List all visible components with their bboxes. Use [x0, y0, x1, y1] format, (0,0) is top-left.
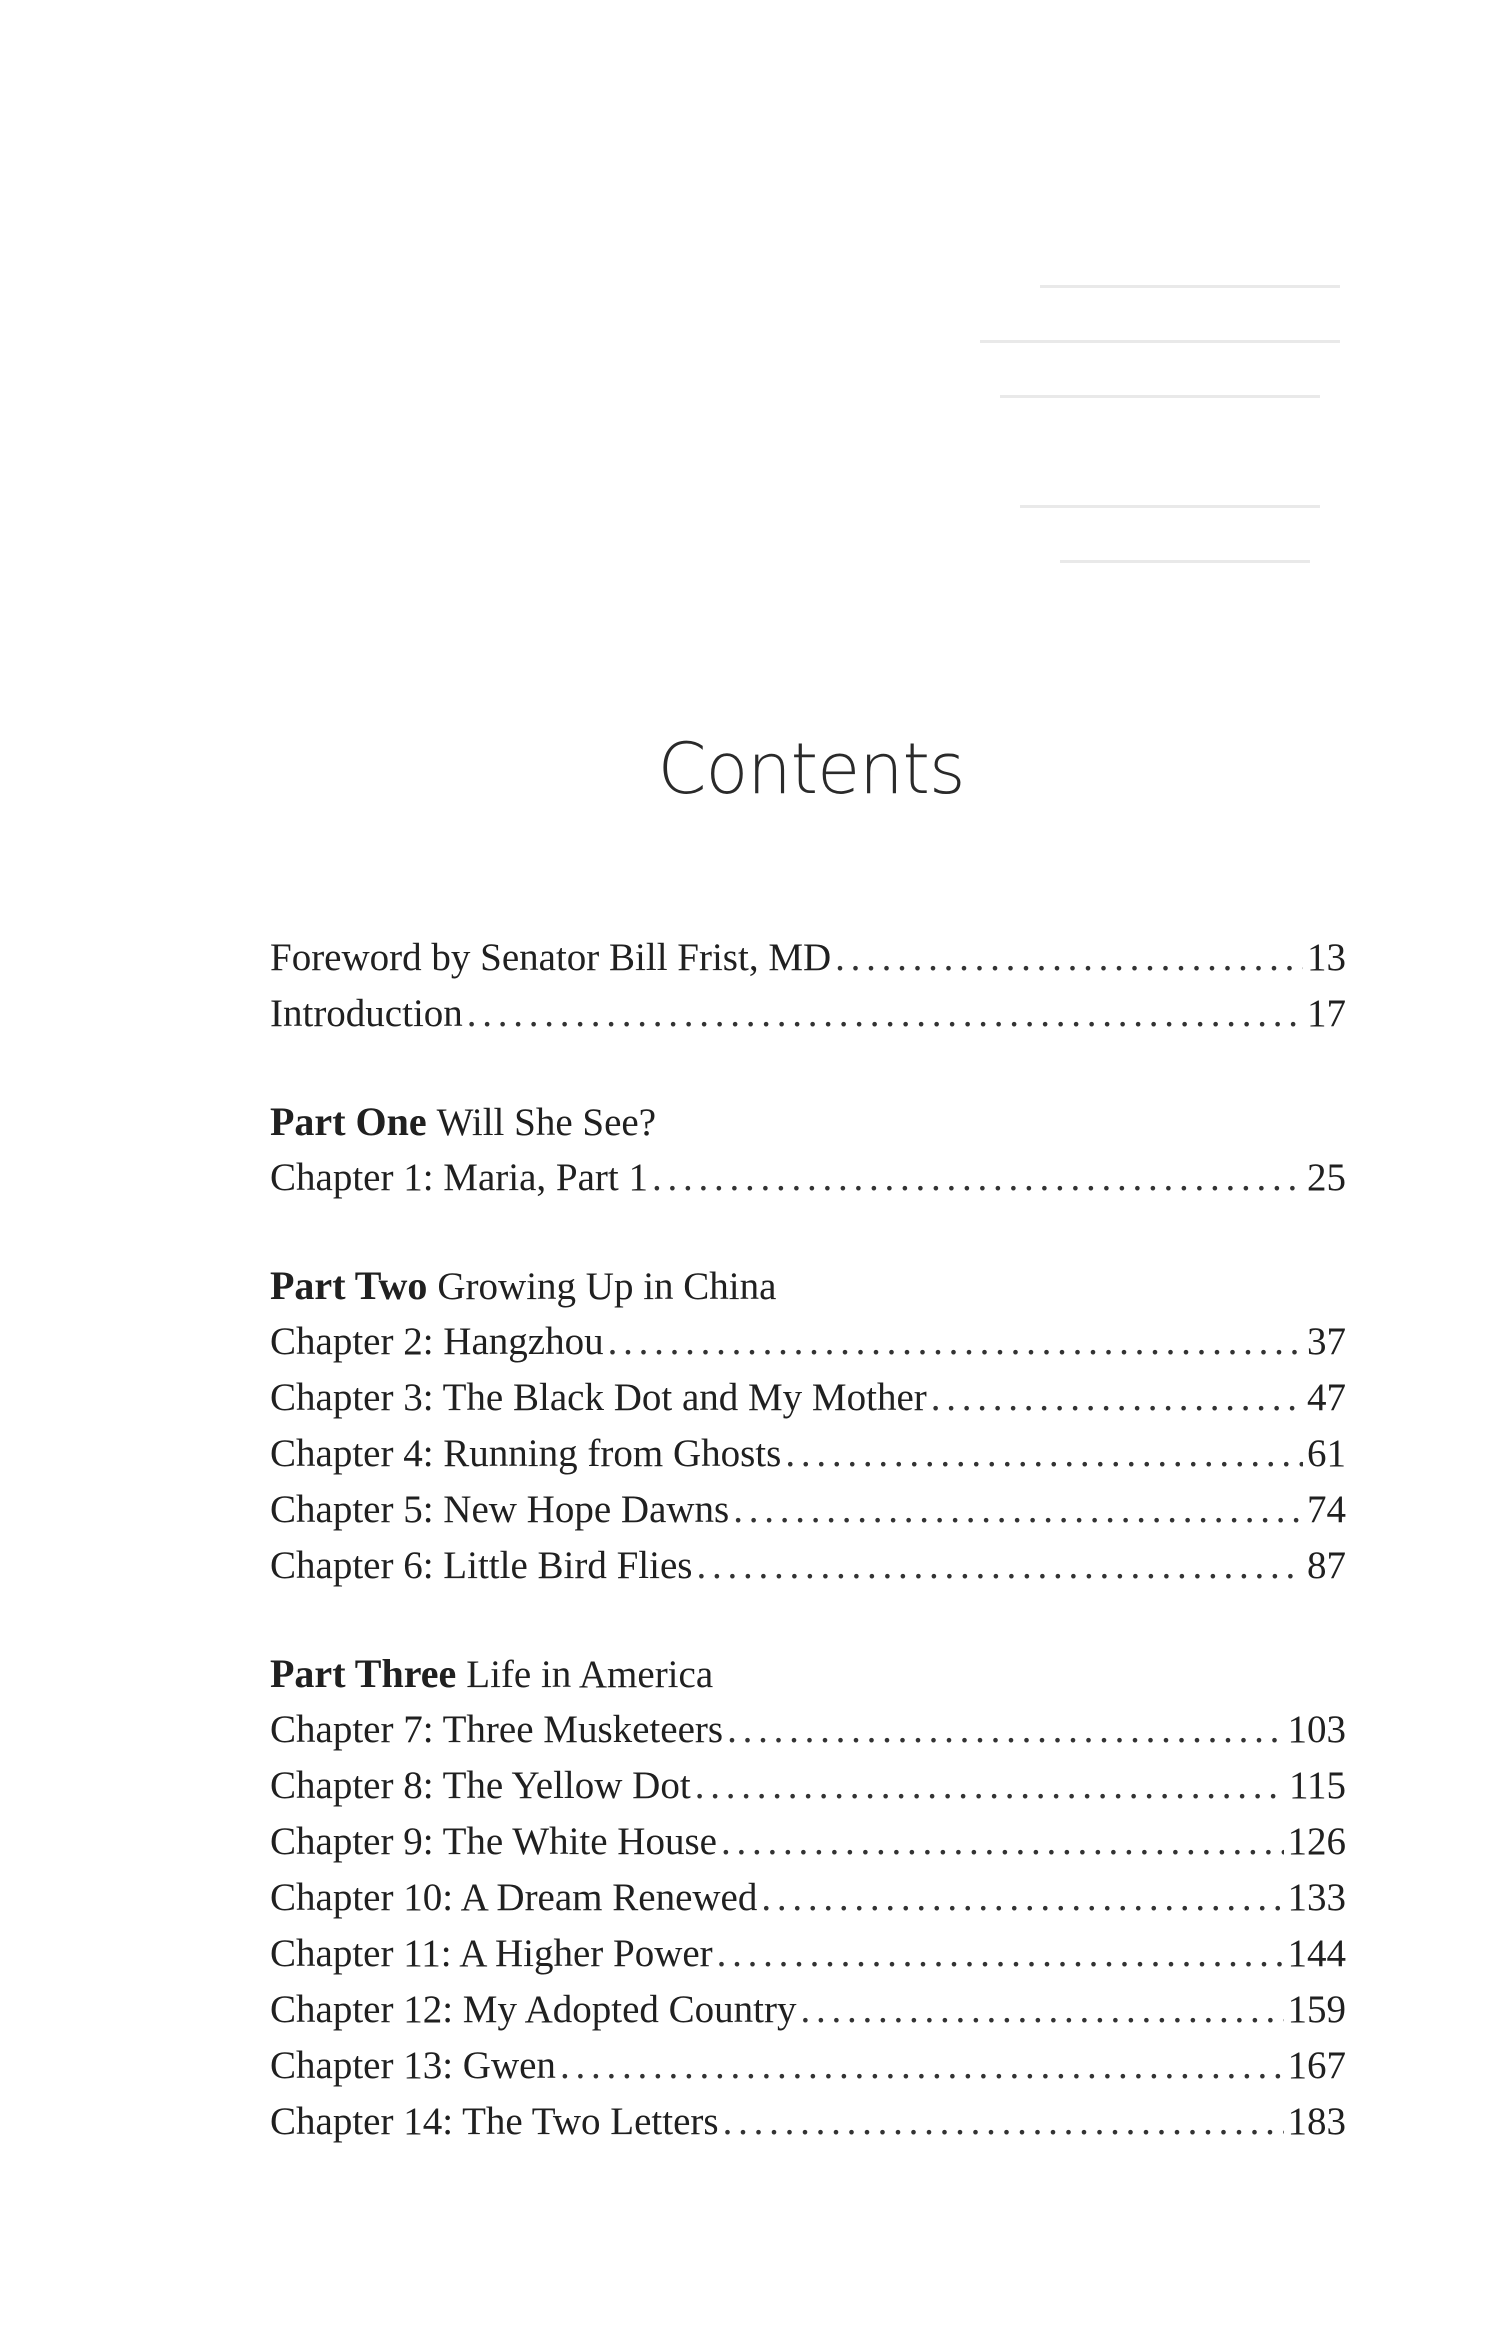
toc-entry-page-number: 183: [1287, 2100, 1346, 2143]
toc-entry-label: Chapter 2: Hangzhou: [270, 1320, 604, 1363]
part-name: Part Two: [270, 1263, 428, 1308]
part-title: Growing Up in China: [437, 1265, 777, 1308]
toc-entry-page-number: 144: [1287, 1932, 1346, 1975]
toc-entry-label: Chapter 11: A Higher Power: [270, 1932, 713, 1975]
toc-entry-part3-ch-5: [270, 1926, 1346, 1982]
bleed-through-mark: [1020, 505, 1320, 508]
toc-entry-label: Chapter 10: A Dream Renewed: [270, 1876, 758, 1919]
toc-entry-page-number: 17: [1307, 992, 1346, 1035]
toc-entry-part1-ch-1: [270, 1150, 1346, 1206]
part-name: Part Three: [270, 1651, 457, 1696]
toc-entry-page-number: 74: [1307, 1488, 1346, 1531]
toc-entry-part2-ch-2: [270, 1370, 1346, 1426]
toc-entry-front-2: [270, 986, 1346, 1042]
toc-entry-page-number: 126: [1287, 1820, 1346, 1863]
table-of-contents: [270, 930, 1346, 2150]
toc-entry-part2-ch-5: [270, 1538, 1346, 1594]
bleed-through-mark: [1060, 560, 1310, 563]
toc-entry-label: Chapter 9: The White House: [270, 1820, 717, 1863]
toc-entry-label: Chapter 14: The Two Letters: [270, 2100, 719, 2143]
dot-leader: [785, 1426, 1303, 1482]
parts-list: [270, 1094, 1346, 2150]
page-title: Contents: [657, 728, 965, 810]
front-matter-list: [270, 930, 1346, 1042]
toc-entry-part3-ch-4: [270, 1870, 1346, 1926]
toc-entry-label: Chapter 5: New Hope Dawns: [270, 1488, 730, 1531]
toc-entry-label: Chapter 12: My Adopted Country: [270, 1988, 797, 2031]
dot-leader: [723, 2094, 1284, 2150]
part-section-1: [270, 1094, 1346, 1206]
toc-entry-page-number: 159: [1287, 1988, 1346, 2031]
toc-entry-part3-ch-7: [270, 2038, 1346, 2094]
bleed-through-mark: [1000, 395, 1320, 398]
part-title: Life in America: [466, 1653, 714, 1696]
part-heading: [270, 1094, 1346, 1150]
dot-leader: [608, 1314, 1303, 1370]
dot-leader: [560, 2038, 1284, 2094]
toc-entry-page-number: 133: [1287, 1876, 1346, 1919]
toc-entry-label: Chapter 3: The Black Dot and My Mother: [270, 1376, 927, 1419]
dot-leader: [695, 1758, 1285, 1814]
dot-leader: [696, 1538, 1303, 1594]
dot-leader: [717, 1926, 1284, 1982]
dot-leader: [800, 1982, 1283, 2038]
toc-entry-part2-ch-4: [270, 1482, 1346, 1538]
toc-entry-label: Chapter 4: Running from Ghosts: [270, 1432, 782, 1475]
toc-entry-page-number: 115: [1288, 1764, 1346, 1807]
dot-leader: [733, 1482, 1303, 1538]
toc-entry-part3-ch-2: [270, 1758, 1346, 1814]
bleed-through-mark: [1040, 285, 1340, 288]
toc-entry-page-number: 25: [1307, 1156, 1346, 1199]
toc-entry-front-1: [270, 930, 1346, 986]
toc-entry-part3-ch-3: [270, 1814, 1346, 1870]
toc-entry-page-number: 61: [1307, 1432, 1346, 1475]
part-heading: [270, 1258, 1346, 1314]
part-name: Part One: [270, 1099, 427, 1144]
toc-entry-label: Chapter 6: Little Bird Flies: [270, 1544, 693, 1587]
toc-entry-label: Chapter 1: Maria, Part 1: [270, 1156, 648, 1199]
toc-entry-label: Chapter 13: Gwen: [270, 2044, 556, 2087]
dot-leader: [931, 1370, 1303, 1426]
toc-entry-label: Introduction: [270, 992, 463, 1035]
dot-leader: [721, 1814, 1284, 1870]
toc-entry-page-number: 87: [1307, 1544, 1346, 1587]
toc-entry-label: Chapter 7: Three Musketeers: [270, 1708, 724, 1751]
dot-leader: [652, 1150, 1303, 1206]
toc-entry-page-number: 13: [1307, 936, 1346, 979]
toc-entry-part2-ch-3: [270, 1426, 1346, 1482]
toc-entry-label: Chapter 8: The Yellow Dot: [270, 1764, 691, 1807]
part-heading: [270, 1646, 1346, 1702]
part-title: Will She See?: [436, 1101, 656, 1144]
toc-entry-page-number: 47: [1307, 1376, 1346, 1419]
toc-entry-page-number: 103: [1287, 1708, 1346, 1751]
bleed-through-mark: [980, 340, 1340, 343]
toc-entry-part2-ch-1: [270, 1314, 1346, 1370]
dot-leader: [835, 930, 1303, 986]
toc-entry-part3-ch-8: [270, 2094, 1346, 2150]
dot-leader: [727, 1702, 1283, 1758]
part-section-2: [270, 1258, 1346, 1594]
part-section-3: [270, 1646, 1346, 2150]
dot-leader: [761, 1870, 1283, 1926]
toc-entry-part3-ch-6: [270, 1982, 1346, 2038]
toc-entry-part3-ch-1: [270, 1702, 1346, 1758]
toc-entry-page-number: 37: [1307, 1320, 1346, 1363]
toc-entry-label: Foreword by Senator Bill Frist, MD: [270, 936, 832, 979]
dot-leader: [467, 986, 1303, 1042]
toc-entry-page-number: 167: [1287, 2044, 1346, 2087]
